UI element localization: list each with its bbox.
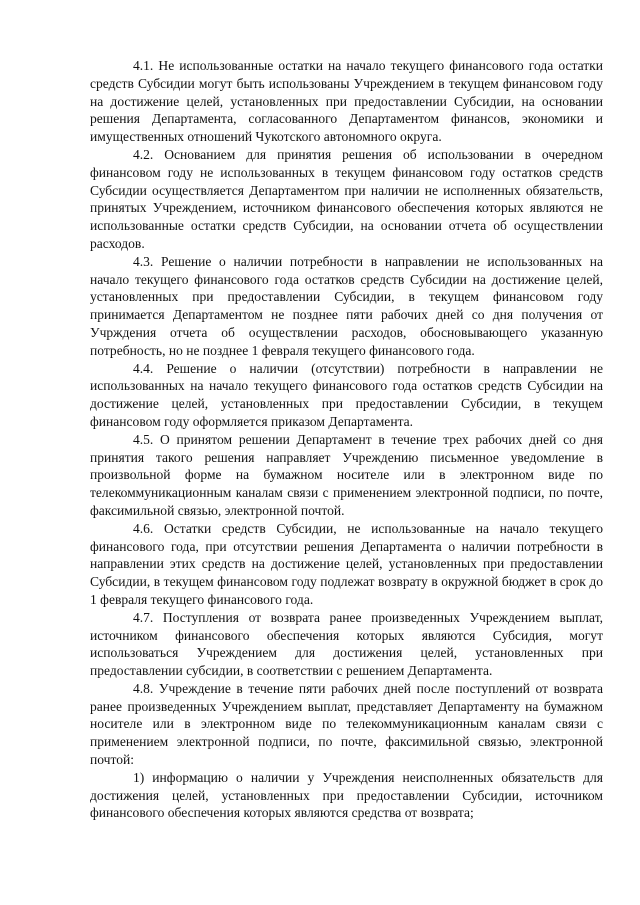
- list-item-1: 1) информацию о наличии у Учреждения неисполненных обязательств для достижения целей, установленных при предоставлении Субсидии, источником финансового обеспечения которых являются средства от возврата;: [90, 769, 603, 821]
- paragraph-4-7: 4.7. Поступления от возврата ранее произведенных Учреждением выплат, источником финансового обеспечения которых являются Субсидия, могут использоваться Учреждением для достижения целей, установленных при предоставлении субсидии, в соответствии с решением Департамента.: [90, 609, 603, 679]
- paragraph-4-4: 4.4. Решение о наличии (отсутствии) потребности в направлении не использованных на начало текущего финансового года остатков средств Субсидии на достижение целей, установленных при предоставлении Субсидии, в текущем финансовом году оформляется приказом Департамента.: [90, 360, 603, 429]
- paragraph-4-5: 4.5. О принятом решении Департамент в течение трех рабочих дней со дня принятия такого решения направляет Учреждению письменное уведомление в произвольной форме на бумажном носителе или в электронном виде по телекоммуникационным каналам связи с применением электронной подписи, по почте, факсимильной связью, электронной почтой.: [90, 431, 603, 518]
- paragraph-4-8: 4.8. Учреждение в течение пяти рабочих дней после поступлений от возврата ранее произведенных Учреждением выплат, представляет Департаменту на бумажном носителе или в электронном виде по телекоммуникационным каналам связи с применением электронной подписи, по почте, факсимильной связью, электронной почтой:: [90, 680, 603, 768]
- paragraph-4-1: 4.1. Не использованные остатки на начало текущего финансового года остатки средств Субсидии могут быть использованы Учреждением в текущем финансовом году на достижение целей, установленных при предоставлении Субсидии, на основании решения Департамента, согласованного Департаментом финансов, экономики и имущественных отношений Чукотского автономного округа.: [90, 58, 603, 145]
- paragraph-4-3: 4.3. Решение о наличии потребности в направлении не использованных на начало текущего финансового года остатков средств Субсидии на достижение целей, установленных при предоставлении Субсидии, в текущем финансовом году принимается Департаментом не позднее пяти рабочих дней со дня получения от Учрждения отчета об осуществлении расходов, обосновывающего указанную потребность, но не позднее 1 февраля текущего финансового года.: [90, 253, 603, 358]
- paragraph-4-2: 4.2. Основанием для принятия решения об использовании в очередном финансовом году не использованных в текущем финансовом году остатков средств Субсидии осуществляется Департаментом при наличии не исполненных обязательств, принятых Учреждением, источником финансового обеспечения которых являются не использованные остатки средств Субсидии, на основании отчета об осуществлении расходов.: [90, 146, 603, 251]
- document-page: [90, 57, 603, 822]
- paragraph-4-6: 4.6. Остатки средств Субсидии, не использованные на начало текущего финансового года, при отсутствии решения Департамента о наличии потребности в направлении этих средств на достижение целей, установленных при предоставлении Субсидии, в текущем финансовом году подлежат возврату в окружной бюджет в срок до 1 февраля текущего финансового года.: [90, 520, 603, 607]
